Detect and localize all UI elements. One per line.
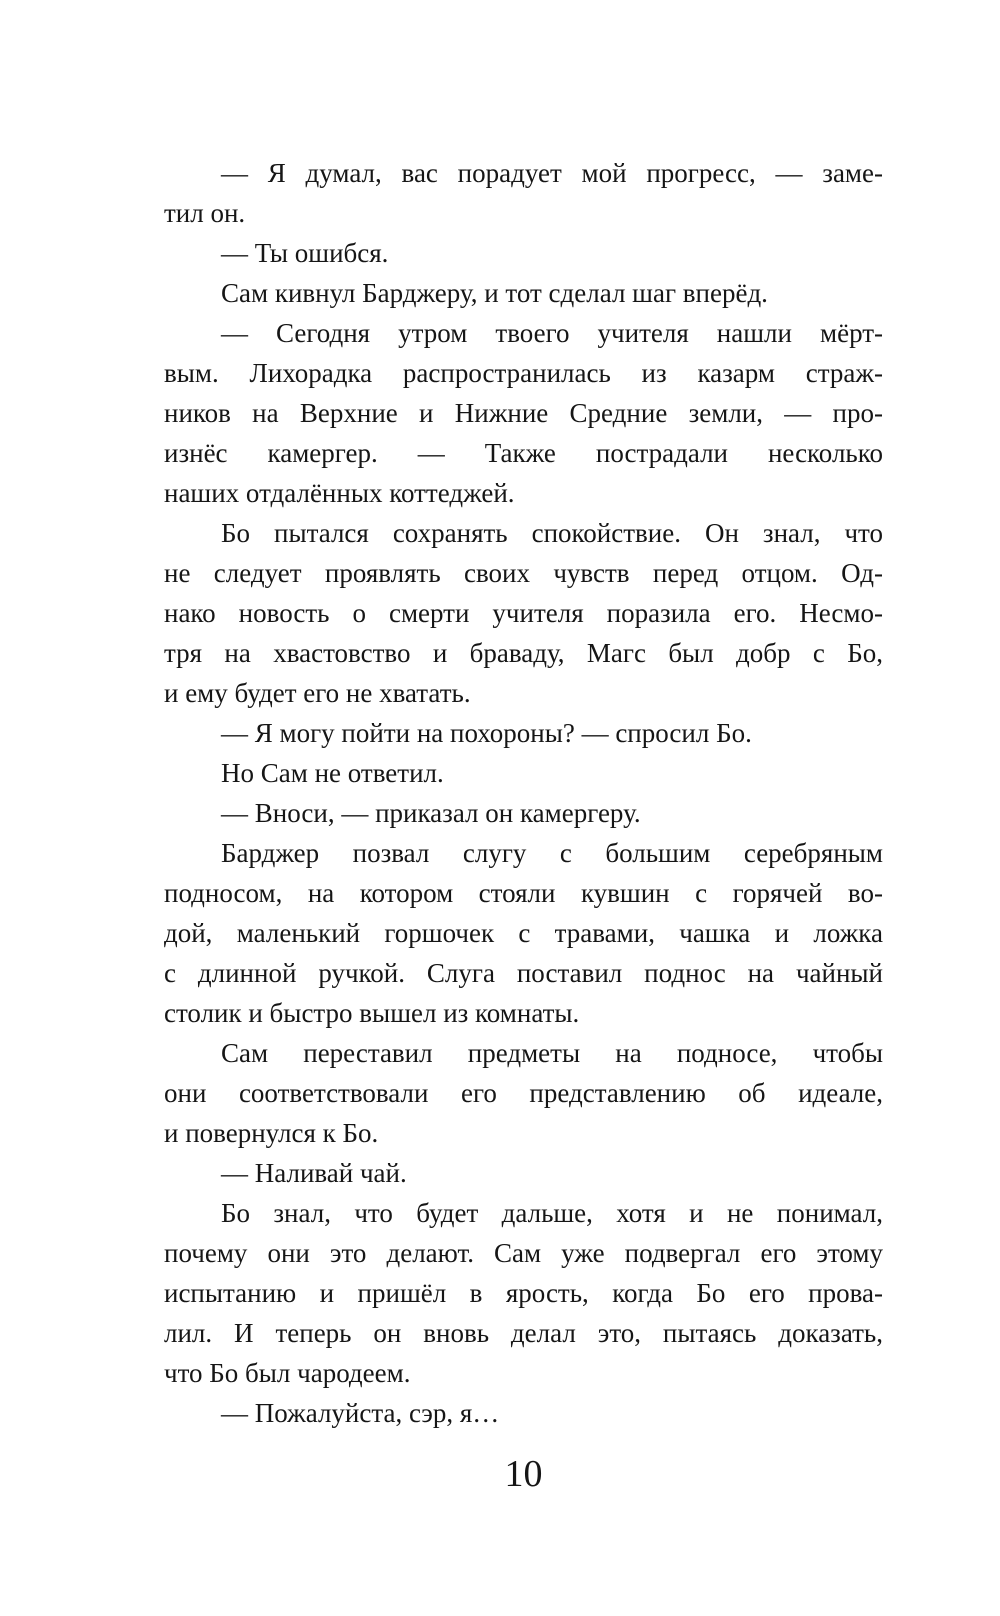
text-line: с длинной ручкой. Слуга поставил поднос на чайный	[164, 958, 883, 988]
text-line: Бо пытался сохранять спокойствие. Он знал, что	[221, 518, 883, 548]
text-line: тря на хвастовство и браваду, Магс был добр с Бо,	[164, 638, 883, 668]
text-line: — Пожалуйста, сэр, я…	[221, 1398, 500, 1428]
text-line: дой, маленький горшочек с травами, чашка и ложка	[164, 918, 883, 948]
text-line: испытанию и пришёл в ярость, когда Бо его прова-	[164, 1278, 883, 1308]
text-line: вым. Лихорадка распространилась из казарм страж-	[164, 358, 883, 388]
text-line: — Я думал, вас порадует мой прогресс, — заме-	[221, 158, 883, 188]
text-line: и ему будет его не хватать.	[164, 678, 471, 708]
text-line: — Наливай чай.	[221, 1158, 407, 1188]
text-line: Сам кивнул Барджеру, и тот сделал шаг вперёд.	[221, 278, 768, 308]
text-line: не следует проявлять своих чувств перед отцом. Од-	[164, 558, 883, 588]
text-line: тил он.	[164, 198, 246, 228]
text-line: они соответствовали его представлению об идеале,	[164, 1078, 883, 1108]
text-line: Бо знал, что будет дальше, хотя и не понимал,	[221, 1198, 883, 1228]
text-line: Барджер позвал слугу с большим серебряным	[221, 838, 883, 868]
text-line: изнёс камергер. — Также пострадали несколько	[164, 438, 883, 468]
text-line: ников на Верхние и Нижние Средние земли, — про-	[164, 398, 883, 428]
text-line: подносом, на котором стояли кувшин с горячей во-	[164, 878, 883, 908]
text-line: Сам переставил предметы на подносе, чтобы	[221, 1038, 883, 1068]
text-line: почему они это делают. Сам уже подвергал его этому	[164, 1238, 883, 1268]
text-line: Но Сам не ответил.	[221, 758, 444, 788]
text-line: — Вноси, — приказал он камергеру.	[221, 798, 641, 828]
text-line: — Я могу пойти на похороны? — спросил Бо.	[221, 718, 752, 748]
text-line: лил. И теперь он вновь делал это, пытаясь доказать,	[164, 1318, 883, 1348]
text-line: — Сегодня утром твоего учителя нашли мёрт-	[221, 318, 883, 348]
page-number: 10	[504, 1453, 543, 1495]
text-line: наших отдалённых коттеджей.	[164, 478, 515, 508]
text-line: что Бо был чародеем.	[164, 1358, 411, 1388]
text-block	[164, 153, 883, 1433]
text-line: нако новость о смерти учителя поразила его. Несмо-	[164, 598, 883, 628]
text-line: — Ты ошибся.	[221, 238, 389, 268]
text-line: и повернулся к Бо.	[164, 1118, 379, 1148]
text-line: столик и быстро вышел из комнаты.	[164, 998, 580, 1028]
